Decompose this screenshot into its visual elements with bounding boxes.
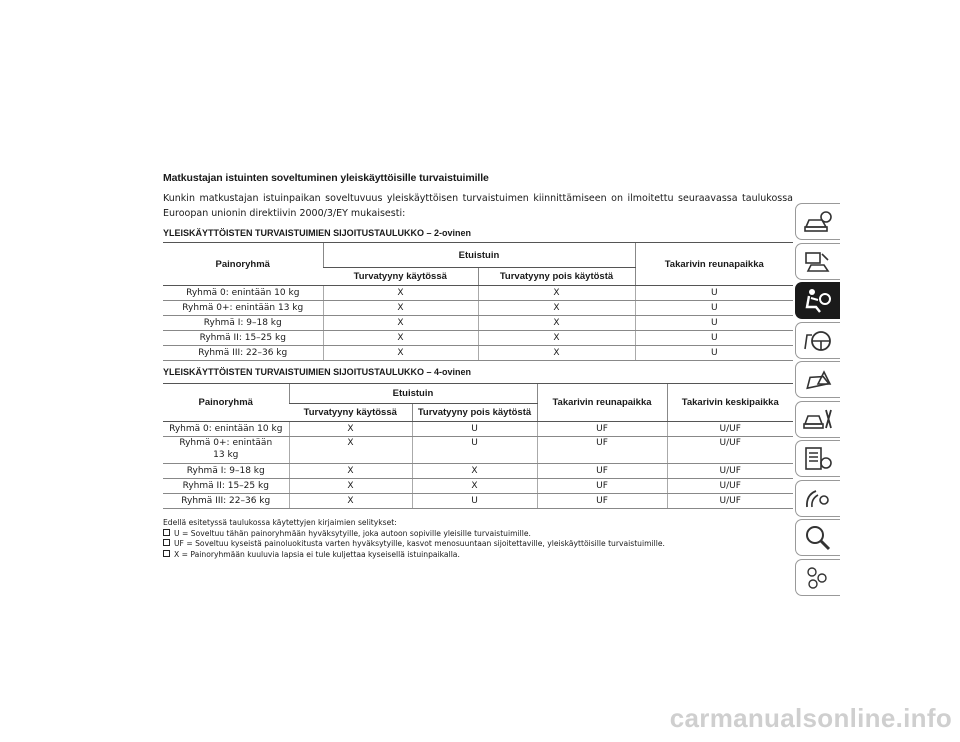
- tab-car-tools[interactable]: [795, 401, 840, 438]
- checkbox-bullet-icon: [163, 529, 170, 536]
- checkbox-bullet-icon: [163, 550, 170, 557]
- table1-header-rear-outer: Takarivin reunapaikka: [635, 243, 793, 286]
- tab-search[interactable]: [795, 519, 840, 556]
- checkbox-bullet-icon: [163, 539, 170, 546]
- table1-header-airbag-off: Turvatyyny pois käytöstä: [478, 268, 635, 286]
- table1-header-airbag-on: Turvatyyny käytössä: [323, 268, 478, 286]
- table-cell: X: [289, 464, 412, 479]
- intro-paragraph: Kunkin matkustajan istuinpaikan soveltuvuus yleiskäyttöisen turvaistuimen kiinnittämiseen on ilmoitettu seuraavassa taulukossa Euroopan unionin direktiivin 2000/3/EY mukaisesti:: [163, 193, 793, 219]
- table-cell: Ryhmä III: 22–36 kg: [163, 494, 289, 509]
- legend: [163, 518, 665, 560]
- table-row: [163, 346, 793, 361]
- hazard-car-icon: [802, 366, 834, 393]
- table-cell: UF: [537, 464, 667, 479]
- table1-title: YLEISKÄYTTÖISTEN TURVAISTUIMIEN SIJOITUSTAULUKKO – 2-ovinen: [163, 228, 472, 238]
- table-cell: Ryhmä I: 9–18 kg: [163, 464, 289, 479]
- tab-car-dashboard[interactable]: [795, 203, 840, 240]
- magnifier-icon: [802, 524, 834, 551]
- table-cell: Ryhmä 0+: enintään 13 kg: [163, 301, 323, 316]
- watermark: carmanualsonline.info: [669, 703, 952, 733]
- table-cell: UF: [537, 479, 667, 494]
- table-row: [163, 494, 793, 509]
- table-row: [163, 331, 793, 346]
- table-row: [163, 301, 793, 316]
- table-row: [163, 464, 793, 479]
- table-cell: X: [323, 346, 478, 361]
- table2-header-airbag-off: Turvatyyny pois käytöstä: [412, 404, 537, 422]
- table-cell: U: [412, 494, 537, 509]
- car-tools-icon: [802, 406, 834, 433]
- table-cell: X: [478, 331, 635, 346]
- table-row: [163, 316, 793, 331]
- tab-multimedia[interactable]: [795, 480, 840, 517]
- table-cell: X: [323, 286, 478, 301]
- table-cell: Ryhmä II: 15–25 kg: [163, 479, 289, 494]
- table-cell: X: [478, 286, 635, 301]
- car-info-icon: [802, 248, 834, 275]
- table1-header-weight: Painoryhmä: [163, 243, 323, 286]
- table2-header-front: Etuistuin: [289, 384, 537, 404]
- table1-header-front: Etuistuin: [323, 243, 635, 268]
- table1: [163, 242, 793, 361]
- table-row: [163, 286, 793, 301]
- chapter-tabs: [795, 203, 841, 598]
- table-cell: U: [635, 301, 793, 316]
- table-cell: U: [412, 437, 537, 464]
- table-cell: U: [635, 316, 793, 331]
- table2-header-airbag-on: Turvatyyny käytössä: [289, 404, 412, 422]
- table-row: [163, 479, 793, 494]
- seat-airbag-icon: [802, 287, 834, 314]
- tab-steering-wheel[interactable]: [795, 322, 840, 359]
- table-cell: U/UF: [667, 422, 793, 437]
- tab-specifications[interactable]: [795, 440, 840, 477]
- steering-wheel-icon: [802, 327, 834, 354]
- table2-header-rear-outer: Takarivin reunapaikka: [537, 384, 667, 422]
- legend-item: UF = Soveltuu kyseistä painoluokitusta varten hyväksytyille, kasvot menosuuntaan sijoitettaville, yleiskäyttöisille turvaistuimille.: [163, 539, 665, 550]
- car-dashboard-icon: [802, 208, 834, 235]
- table-cell: X: [478, 316, 635, 331]
- table-cell: Ryhmä 0: enintään 10 kg: [163, 286, 323, 301]
- table-cell: U/UF: [667, 437, 793, 464]
- table-cell: U: [412, 422, 537, 437]
- table-cell: X: [289, 422, 412, 437]
- table-cell: UF: [537, 437, 667, 464]
- table-row: [163, 437, 793, 464]
- table2-title: YLEISKÄYTTÖISTEN TURVAISTUIMIEN SIJOITUSTAULUKKO – 4-ovinen: [163, 367, 472, 377]
- table-cell: X: [478, 301, 635, 316]
- specifications-icon: [802, 445, 834, 472]
- table2-header-weight: Painoryhmä: [163, 384, 289, 422]
- table-cell: UF: [537, 494, 667, 509]
- table-cell: X: [289, 479, 412, 494]
- table-cell: U/UF: [667, 479, 793, 494]
- section-title: Matkustajan istuinten soveltuminen yleiskäyttöisille turvaistuimille: [163, 172, 489, 184]
- multimedia-icon: [802, 485, 834, 512]
- legend-intro: Edellä esitetyssä taulukossa käytettyjen kirjaimien selitykset:: [163, 518, 397, 527]
- table-cell: Ryhmä 0: enintään 10 kg: [163, 422, 289, 437]
- table-cell: Ryhmä III: 22–36 kg: [163, 346, 323, 361]
- tab-hazard-car[interactable]: [795, 361, 840, 398]
- table-cell: U: [635, 331, 793, 346]
- table-cell: X: [323, 301, 478, 316]
- table-cell: Ryhmä I: 9–18 kg: [163, 316, 323, 331]
- legend-item: X = Painoryhmään kuuluvia lapsia ei tule kuljettaa kyseisellä istuinpaikalla.: [163, 550, 665, 561]
- table-cell: Ryhmä 0+: enintään 13 kg: [163, 437, 289, 464]
- table-cell: X: [323, 331, 478, 346]
- table2: [163, 383, 793, 509]
- table-cell: X: [412, 479, 537, 494]
- table-cell: U/UF: [667, 494, 793, 509]
- tab-seat-airbag[interactable]: [795, 282, 840, 319]
- tab-language[interactable]: [795, 559, 840, 596]
- table2-header-rear-center: Takarivin keskipaikka: [667, 384, 793, 422]
- table-cell: X: [412, 464, 537, 479]
- table-cell: X: [289, 437, 412, 464]
- legend-item: U = Soveltuu tähän painoryhmään hyväksytyille, joka autoon sopiville yleisille turvaistuimille.: [163, 529, 665, 540]
- table-cell: U/UF: [667, 464, 793, 479]
- table-cell: X: [289, 494, 412, 509]
- table-cell: X: [323, 316, 478, 331]
- table-cell: Ryhmä II: 15–25 kg: [163, 331, 323, 346]
- table-cell: X: [478, 346, 635, 361]
- table-cell: U: [635, 346, 793, 361]
- table-row: [163, 422, 793, 437]
- language-icon: [802, 564, 834, 591]
- table-cell: U: [635, 286, 793, 301]
- table-cell: UF: [537, 422, 667, 437]
- tab-car-info[interactable]: [795, 243, 840, 280]
